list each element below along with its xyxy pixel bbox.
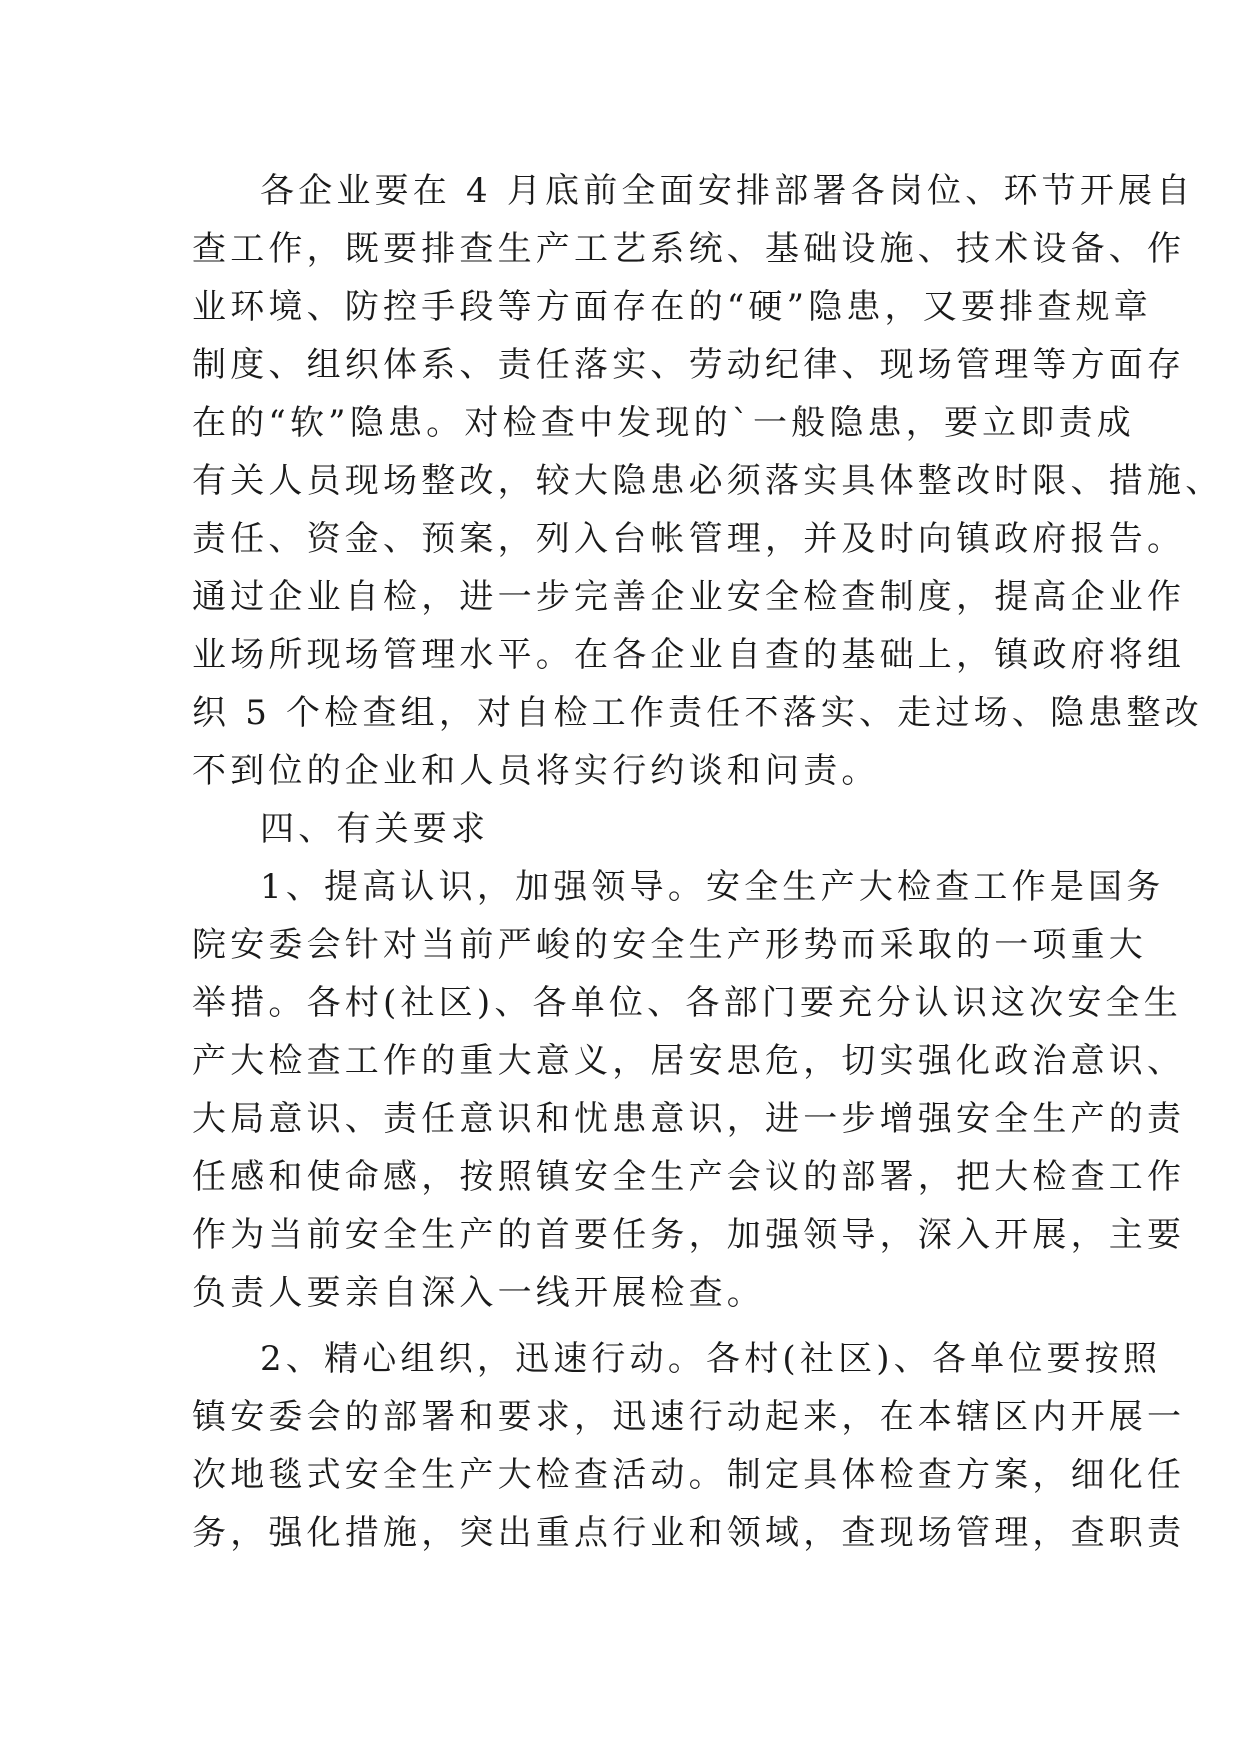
text-line: 制度、组织体系、责任落实、劳动纪律、现场管理等方面存: [192, 345, 1186, 385]
text-line: 务，强化措施，突出重点行业和领域，查现场管理，查职责: [192, 1513, 1186, 1553]
text-line: 作为当前安全生产的首要任务，加强领导，深入开展，主要: [192, 1215, 1186, 1255]
text-line: 1、提高认识，加强领导。安全生产大检查工作是国务: [260, 867, 1165, 907]
text-line: 有关人员现场整改，较大隐患必须落实具体整改时限、措施、: [192, 461, 1224, 501]
text-line: 不到位的企业和人员将实行约谈和问责。: [192, 751, 880, 791]
text-line: 在的“软”隐患。对检查中发现的`一般隐患，要立即责成: [192, 403, 1135, 443]
text-line: 业环境、防控手段等方面存在的“硬”隐患，又要排查规章: [192, 287, 1152, 327]
text-line: 举措。各村(社区)、各单位、各部门要充分认识这次安全生: [192, 983, 1182, 1023]
text-line: 查工作，既要排查生产工艺系统、基础设施、技术设备、作: [192, 229, 1186, 269]
text-line: 产大检查工作的重大意义，居安思危，切实强化政治意识、: [192, 1041, 1186, 1081]
text-line: 任感和使命感，按照镇安全生产会议的部署，把大检查工作: [192, 1157, 1186, 1197]
text-line: 通过企业自检，进一步完善企业安全检查制度，提高企业作: [192, 577, 1186, 617]
text-line: 大局意识、责任意识和忧患意识，进一步增强安全生产的责: [192, 1099, 1186, 1139]
text-line: 四、有关要求: [260, 809, 490, 849]
text-line: 院安委会针对当前严峻的安全生产形势而采取的一项重大: [192, 925, 1147, 965]
text-line: 责任、资金、预案，列入台帐管理，并及时向镇政府报告。: [192, 519, 1186, 559]
text-line: 镇安委会的部署和要求，迅速行动起来，在本辖区内开展一: [192, 1397, 1186, 1437]
document-body: [192, 162, 1224, 1562]
text-line: 负责人要亲自深入一线开展检查。: [192, 1273, 765, 1313]
text-line: 织 5 个检查组，对自检工作责任不落实、走过场、隐患整改: [192, 693, 1203, 733]
text-line: 次地毯式安全生产大检查活动。制定具体检查方案，细化任: [192, 1455, 1186, 1495]
text-line: 业场所现场管理水平。在各企业自查的基础上，镇政府将组: [192, 635, 1186, 675]
text-line: 各企业要在 4 月底前全面安排部署各岗位、环节开展自: [260, 171, 1195, 211]
text-line: 2、精心组织，迅速行动。各村(社区)、各单位要按照: [260, 1339, 1162, 1379]
